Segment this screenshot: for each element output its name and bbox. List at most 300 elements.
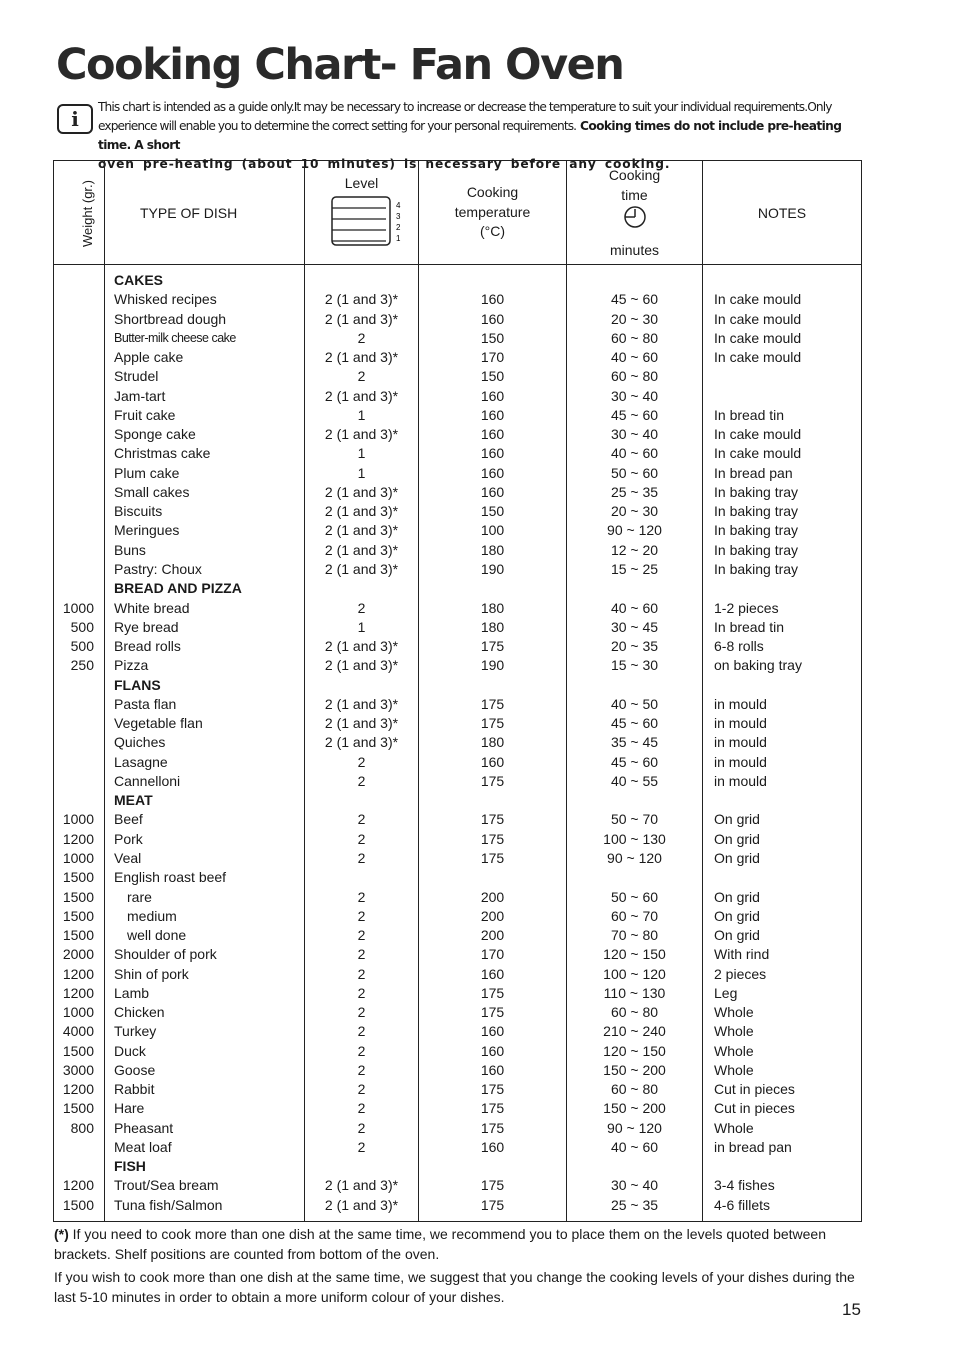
notes-cell: Whole <box>714 1023 754 1040</box>
temperature-cell: 175 <box>480 1196 505 1213</box>
time-cell: 45 ~ 60 <box>610 291 659 308</box>
weight-cell: 1200 <box>62 830 94 847</box>
header-time-line1: Cooking <box>608 167 661 183</box>
weight-cell <box>54 541 104 560</box>
temperature-cell: 175 <box>480 849 505 866</box>
level-cell: 2 <box>357 1081 366 1098</box>
dish-cell: Shortbread dough <box>114 310 227 327</box>
notes-cell: In cake mould <box>714 310 802 327</box>
dish-cell: Buns <box>114 541 146 558</box>
level-cell: 2 (1 and 3)* <box>324 387 399 404</box>
table-body-row <box>54 265 862 1222</box>
weight-cell: 1200 <box>62 1081 94 1098</box>
weight-cell <box>54 310 104 329</box>
dish-cell: Bread rolls <box>114 638 181 655</box>
notes-cell: In bread tin <box>714 406 785 423</box>
empty-cell <box>567 1157 702 1176</box>
footnote-mark: (*) <box>54 1226 69 1242</box>
temperature-cell: 160 <box>480 1138 505 1155</box>
notes-cell: In cake mould <box>714 445 802 462</box>
notes-cell: Whole <box>714 1061 754 1078</box>
dish-cell: medium <box>127 907 177 924</box>
notes-cell <box>703 367 861 386</box>
level-cell: 2 <box>357 907 366 924</box>
time-cell: 70 ~ 80 <box>610 927 659 944</box>
level-cell: 2 (1 and 3)* <box>324 1177 399 1194</box>
dish-cell: Shin of pork <box>114 965 189 982</box>
footnote <box>54 1225 864 1311</box>
info-icon: i <box>57 104 93 134</box>
time-cell: 45 ~ 60 <box>610 715 659 732</box>
notes-cell: In baking tray <box>714 522 799 539</box>
weight-cell: 500 <box>70 638 94 655</box>
weight-cell <box>54 290 104 309</box>
empty-cell <box>305 791 418 810</box>
dish-cell: Biscuits <box>114 503 163 520</box>
empty-cell <box>703 676 861 695</box>
dish-cell: Goose <box>114 1061 156 1078</box>
level-cell: 2 <box>357 849 366 866</box>
empty-cell <box>419 791 566 810</box>
table-header-row <box>54 161 862 265</box>
temperature-cell: 160 <box>480 464 505 481</box>
notes-cell: 4-6 fillets <box>714 1196 771 1213</box>
notes-cell: 1-2 pieces <box>714 599 779 616</box>
weight-cell <box>54 483 104 502</box>
dish-cell: Lasagne <box>114 753 168 770</box>
temperature-cell: 160 <box>480 965 505 982</box>
weight-cell <box>54 348 104 367</box>
empty-cell <box>419 271 566 290</box>
weight-cell: 1200 <box>62 984 94 1001</box>
level-cell: 2 (1 and 3)* <box>324 657 399 674</box>
weight-cell <box>54 502 104 521</box>
column-dish <box>105 265 305 1222</box>
time-cell: 30 ~ 45 <box>610 618 659 635</box>
temperature-cell: 160 <box>480 753 505 770</box>
clock-icon <box>621 205 649 229</box>
header-weight <box>54 161 105 265</box>
time-cell: 210 ~ 240 <box>603 1023 666 1040</box>
weight-cell: 1500 <box>62 888 94 905</box>
time-cell: 90 ~ 120 <box>607 1119 662 1136</box>
notes-cell: On grid <box>714 907 760 924</box>
temperature-cell: 175 <box>480 772 505 789</box>
empty-cell <box>703 791 861 810</box>
dish-cell: Shoulder of pork <box>114 946 217 963</box>
dish-cell: Tuna fish/Salmon <box>114 1196 223 1213</box>
notes-cell: 2 pieces <box>714 965 767 982</box>
temperature-cell: 180 <box>480 599 505 616</box>
temperature-cell: 190 <box>480 657 505 674</box>
time-cell: 40 ~ 60 <box>610 349 659 366</box>
weight-cell <box>54 695 104 714</box>
temperature-cell: 160 <box>480 387 505 404</box>
level-cell: 2 (1 and 3)* <box>324 695 399 712</box>
dish-cell: Turkey <box>114 1023 157 1040</box>
weight-cell <box>54 753 104 772</box>
temperature-cell: 175 <box>480 1081 505 1098</box>
level-cell: 2 (1 and 3)* <box>324 638 399 655</box>
level-cell: 2 <box>357 1061 366 1078</box>
weight-cell: 1500 <box>62 907 94 924</box>
level-cell: 1 <box>357 445 366 462</box>
header-level-label: Level <box>344 175 379 191</box>
dish-cell: Small cakes <box>114 483 190 500</box>
dish-cell: Pastry: Choux <box>114 560 202 577</box>
notes-cell: Whole <box>714 1004 754 1021</box>
level-cell: 1 <box>357 464 366 481</box>
empty-cell <box>567 791 702 810</box>
weight-cell: 1500 <box>62 1100 94 1117</box>
dish-cell: Fruit cake <box>114 406 176 423</box>
temperature-cell: 175 <box>480 1119 505 1136</box>
time-cell: 150 ~ 200 <box>603 1100 666 1117</box>
dish-cell: Pork <box>114 830 143 847</box>
time-cell: 60 ~ 80 <box>610 1004 659 1021</box>
time-cell: 40 ~ 60 <box>610 1138 659 1155</box>
level-cell: 2 <box>357 1119 366 1136</box>
empty-cell <box>567 271 702 290</box>
time-cell <box>567 868 702 887</box>
weight-cell: 1000 <box>62 1004 94 1021</box>
column-weight <box>54 265 105 1222</box>
level-cell: 2 (1 and 3)* <box>324 291 399 308</box>
notes-cell: With rind <box>714 946 770 963</box>
weight-cell: 1000 <box>62 599 94 616</box>
time-cell: 50 ~ 70 <box>610 811 659 828</box>
header-temperature <box>419 161 567 265</box>
temperature-cell: 170 <box>480 946 505 963</box>
notes-cell: 6-8 rolls <box>714 638 764 655</box>
empty-cell <box>305 676 418 695</box>
temperature-cell: 160 <box>480 291 505 308</box>
time-cell: 120 ~ 150 <box>603 1042 666 1059</box>
notes-cell: In bread tin <box>714 618 785 635</box>
dish-cell: Pasta flan <box>114 695 177 712</box>
weight-cell: 1500 <box>62 1042 94 1059</box>
level-cell: 2 <box>357 753 366 770</box>
notes-cell: in mould <box>714 753 767 770</box>
dish-cell: Whisked recipes <box>114 291 217 308</box>
dish-cell: Rabbit <box>114 1081 155 1098</box>
time-cell: 30 ~ 40 <box>610 426 659 443</box>
weight-cell <box>54 444 104 463</box>
empty-cell <box>703 579 861 598</box>
time-cell: 35 ~ 45 <box>610 734 659 751</box>
temperature-cell: 175 <box>480 1004 505 1021</box>
time-cell: 30 ~ 40 <box>610 1177 659 1194</box>
column-time <box>567 265 703 1222</box>
dish-cell: Hare <box>114 1100 145 1117</box>
level-cell: 2 (1 and 3)* <box>324 1196 399 1213</box>
notes-cell: In baking tray <box>714 503 799 520</box>
level-cell: 2 <box>357 1004 366 1021</box>
empty-cell <box>567 676 702 695</box>
column-notes <box>703 265 862 1222</box>
time-cell: 20 ~ 35 <box>610 638 659 655</box>
weight-cell <box>54 425 104 444</box>
empty-cell <box>54 579 104 598</box>
time-cell: 20 ~ 30 <box>610 503 659 520</box>
level-cell: 2 <box>357 946 366 963</box>
notes-cell: in mould <box>714 695 767 712</box>
temperature-cell: 190 <box>480 560 505 577</box>
temperature-cell: 175 <box>480 984 505 1001</box>
oven-levels-icon <box>322 195 402 249</box>
temperature-cell: 170 <box>480 349 505 366</box>
dish-cell: Christmas cake <box>114 445 211 462</box>
empty-cell <box>703 1157 861 1176</box>
level-cell: 2 <box>357 811 366 828</box>
time-cell: 45 ~ 60 <box>610 406 659 423</box>
weight-cell: 3000 <box>62 1061 94 1078</box>
level-mark-1: 1 <box>395 234 400 243</box>
level-cell: 2 <box>357 772 366 789</box>
notes-cell: in bread pan <box>714 1138 792 1155</box>
page-number: 15 <box>842 1300 861 1319</box>
temperature-cell: 175 <box>480 1177 505 1194</box>
time-cell: 110 ~ 130 <box>603 984 666 1001</box>
empty-cell <box>419 676 566 695</box>
level-cell: 2 <box>357 1100 366 1117</box>
notes-cell: On grid <box>714 811 760 828</box>
weight-cell: 1500 <box>62 927 94 944</box>
weight-cell <box>54 521 104 540</box>
weight-cell <box>54 329 104 348</box>
level-cell: 2 (1 and 3)* <box>324 541 399 558</box>
header-time <box>567 161 703 265</box>
time-cell: 100 ~ 120 <box>603 965 666 982</box>
time-cell: 90 ~ 120 <box>607 522 662 539</box>
page-title: Cooking Chart- Fan Oven <box>56 40 624 90</box>
notes-cell: In cake mould <box>714 329 802 346</box>
dish-cell: Cannelloni <box>114 772 181 789</box>
level-cell: 2 <box>357 830 366 847</box>
notes-cell: Cut in pieces <box>714 1100 795 1117</box>
notes-cell: In cake mould <box>714 426 802 443</box>
category-heading: FLANS <box>114 676 161 693</box>
weight-cell <box>54 406 104 425</box>
temperature-cell: 180 <box>480 618 505 635</box>
notes-cell: In cake mould <box>714 291 802 308</box>
notes-cell: On grid <box>714 830 760 847</box>
dish-cell: Pheasant <box>114 1119 174 1136</box>
notes-cell: Leg <box>714 984 738 1001</box>
dish-cell: Meringues <box>114 522 180 539</box>
weight-cell <box>54 733 104 752</box>
temperature-cell: 150 <box>480 503 505 520</box>
header-time-line2: time <box>621 187 648 203</box>
header-temp-line2: temperature <box>454 203 531 220</box>
temperature-cell: 160 <box>480 445 505 462</box>
weight-cell: 1500 <box>62 1196 94 1213</box>
dish-cell: Strudel <box>114 368 159 385</box>
cooking-chart-table <box>53 160 862 1222</box>
weight-cell: 500 <box>70 618 94 635</box>
dish-cell: White bread <box>114 599 190 616</box>
empty-cell <box>567 579 702 598</box>
dish-cell: Veal <box>114 849 142 866</box>
dish-cell: Pizza <box>114 657 149 674</box>
level-cell: 2 (1 and 3)* <box>324 503 399 520</box>
level-cell: 2 (1 and 3)* <box>324 483 399 500</box>
notes-cell: In baking tray <box>714 483 799 500</box>
time-cell: 50 ~ 60 <box>610 464 659 481</box>
notes-cell: In baking tray <box>714 560 799 577</box>
dish-cell: Duck <box>114 1042 146 1059</box>
dish-cell: Meat loaf <box>114 1138 172 1155</box>
level-cell: 2 <box>357 984 366 1001</box>
time-cell: 25 ~ 35 <box>610 1196 659 1213</box>
temperature-cell: 175 <box>480 811 505 828</box>
weight-cell: 1000 <box>62 849 94 866</box>
header-weight-label: Weight (gr.) <box>79 179 95 247</box>
level-cell: 2 (1 and 3)* <box>324 310 399 327</box>
notes-cell: On grid <box>714 927 760 944</box>
time-cell: 60 ~ 80 <box>610 329 659 346</box>
column-level <box>305 265 419 1222</box>
level-cell: 2 (1 and 3)* <box>324 715 399 732</box>
weight-cell: 250 <box>70 657 94 674</box>
temperature-cell: 180 <box>480 734 505 751</box>
weight-cell <box>54 387 104 406</box>
empty-cell <box>305 271 418 290</box>
empty-cell <box>54 676 104 695</box>
category-heading: FISH <box>114 1158 146 1175</box>
time-cell: 120 ~ 150 <box>603 946 666 963</box>
notes-cell: On grid <box>714 849 760 866</box>
temperature-cell: 150 <box>480 368 505 385</box>
header-temp-line3: (°C) <box>479 223 506 240</box>
level-cell: 2 <box>357 927 366 944</box>
temperature-cell: 175 <box>480 695 505 712</box>
notes-cell: in mould <box>714 772 767 789</box>
empty-cell <box>703 271 861 290</box>
time-cell: 90 ~ 120 <box>607 849 662 866</box>
notes-cell: Whole <box>714 1119 754 1136</box>
level-cell: 2 <box>357 1138 366 1155</box>
temperature-cell: 160 <box>480 1042 505 1059</box>
header-temp-line1: Cooking <box>466 184 519 201</box>
category-heading: MEAT <box>114 792 153 809</box>
weight-cell <box>54 464 104 483</box>
notes-cell: in mould <box>714 715 767 732</box>
header-notes <box>703 161 862 265</box>
empty-cell <box>305 1157 418 1176</box>
level-cell: 2 (1 and 3)* <box>324 522 399 539</box>
time-cell: 30 ~ 40 <box>610 387 659 404</box>
dish-cell: Jam-tart <box>114 387 166 404</box>
notes-cell: Cut in pieces <box>714 1081 795 1098</box>
level-cell: 2 (1 and 3)* <box>324 734 399 751</box>
level-cell: 2 <box>357 329 366 346</box>
notes-cell: In bread pan <box>714 464 793 481</box>
time-cell: 12 ~ 20 <box>610 541 659 558</box>
notes-cell <box>703 868 861 887</box>
category-heading: BREAD AND PIZZA <box>114 580 242 597</box>
weight-cell: 1500 <box>62 869 94 886</box>
notes-cell: In cake mould <box>714 349 802 366</box>
dish-cell: Plum cake <box>114 464 180 481</box>
temperature-cell: 160 <box>480 310 505 327</box>
intro-guide-text: This chart is intended as a guide only.It may be necessary to increase or decrease the temperature to suit your individual requirements.Only experience will enable you to determine the correct setting for your personal requirements. <box>98 100 832 133</box>
level-cell: 2 <box>357 1023 366 1040</box>
temperature-cell: 150 <box>480 329 505 346</box>
header-level <box>305 161 419 265</box>
time-cell: 100 ~ 130 <box>603 830 666 847</box>
temperature-cell: 200 <box>480 927 505 944</box>
temperature-cell: 180 <box>480 541 505 558</box>
empty-cell <box>54 1157 104 1176</box>
temperature-cell: 160 <box>480 1061 505 1078</box>
category-heading: CAKES <box>114 272 164 288</box>
level-mark-3: 3 <box>395 212 400 221</box>
footnote-text-1: If you need to cook more than one dish at the same time, we recommend you to place them on the levels quoted between brackets. Shelf positions are counted from bottom of the oven. <box>54 1226 827 1262</box>
intro-preheat-note-cont: oven pre-heating (about 10 minutes) is necessary before any cooking. <box>98 157 671 171</box>
notes-cell: On grid <box>714 888 760 905</box>
empty-cell <box>419 1157 566 1176</box>
level-cell: 2 <box>357 965 366 982</box>
intro-preheat-note: Cooking times do not include pre-heating time. A short <box>98 119 842 152</box>
time-cell: 50 ~ 60 <box>610 888 659 905</box>
time-cell: 150 ~ 200 <box>603 1061 666 1078</box>
temperature-cell: 200 <box>480 888 505 905</box>
level-mark-2: 2 <box>395 223 400 232</box>
time-cell: 40 ~ 60 <box>610 599 659 616</box>
notes-cell: In baking tray <box>714 541 799 558</box>
level-cell: 2 (1 and 3)* <box>324 560 399 577</box>
notes-cell: in mould <box>714 734 767 751</box>
time-cell: 60 ~ 70 <box>610 907 659 924</box>
dish-cell: Vegetable flan <box>114 715 203 732</box>
notes-cell <box>703 387 861 406</box>
temperature-cell: 160 <box>480 426 505 443</box>
temperature-cell: 160 <box>480 1023 505 1040</box>
weight-cell: 4000 <box>62 1023 94 1040</box>
level-cell: 2 <box>357 1042 366 1059</box>
level-cell: 2 <box>357 368 366 385</box>
time-cell: 60 ~ 80 <box>610 1081 659 1098</box>
weight-cell: 2000 <box>62 946 94 963</box>
weight-cell <box>54 714 104 733</box>
weight-cell: 1200 <box>62 965 94 982</box>
empty-cell <box>54 791 104 810</box>
header-dish-label: TYPE OF DISH <box>140 204 238 221</box>
temperature-cell: 100 <box>480 522 505 539</box>
temperature-cell: 175 <box>480 638 505 655</box>
temperature-cell: 175 <box>480 830 505 847</box>
dish-cell: Rye bread <box>114 618 179 635</box>
notes-cell: on baking tray <box>714 657 802 674</box>
dish-cell: Sponge cake <box>114 426 196 443</box>
dish-cell: Butter-milk cheese cake <box>114 330 236 345</box>
level-cell: 2 <box>357 599 366 616</box>
time-cell: 25 ~ 35 <box>610 483 659 500</box>
dish-cell: Apple cake <box>114 349 184 366</box>
temperature-cell: 200 <box>480 907 505 924</box>
weight-cell <box>54 1138 104 1157</box>
time-cell: 15 ~ 30 <box>610 657 659 674</box>
temperature-cell: 160 <box>480 483 505 500</box>
empty-cell <box>419 579 566 598</box>
level-cell: 1 <box>357 406 366 423</box>
temperature-cell <box>419 868 566 887</box>
header-notes-label: NOTES <box>757 204 807 221</box>
weight-cell <box>54 560 104 579</box>
level-cell: 2 (1 and 3)* <box>324 349 399 366</box>
header-time-line3: minutes <box>609 242 660 258</box>
